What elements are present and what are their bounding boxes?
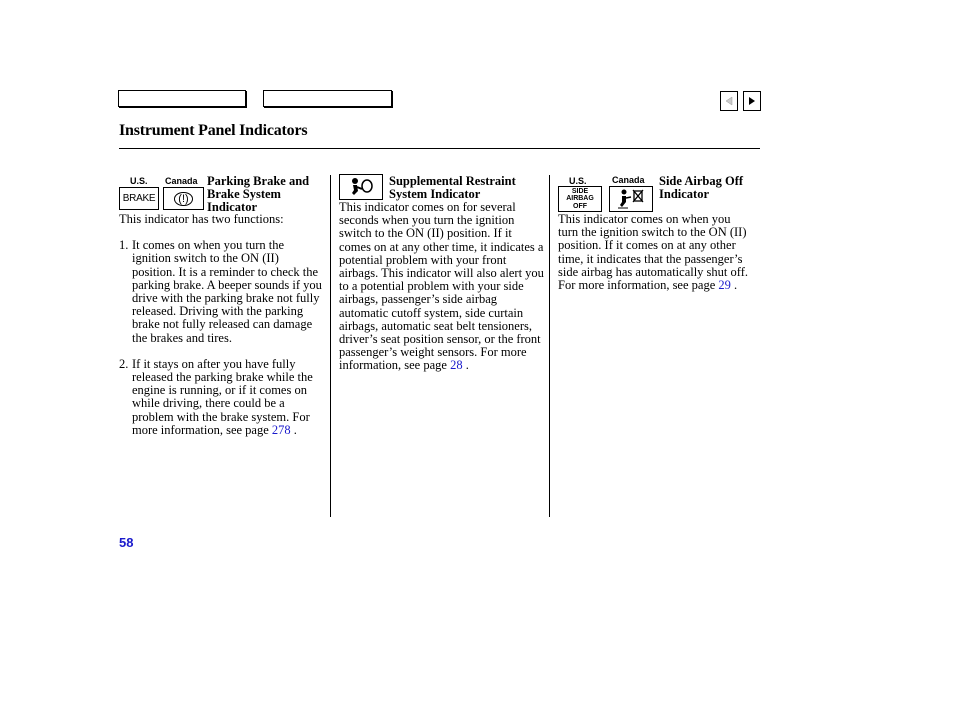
- list-item: [119, 358, 324, 437]
- srs-text: [339, 201, 544, 373]
- page-link-278[interactable]: 278: [271, 422, 291, 437]
- label-canada: Canada: [165, 176, 198, 186]
- srs-body: This indicator comes on for several seconds when you turn the ignition switch to the ON (II) position. If it comes on at any other time, it indicates a potential problem with your front airbags. This indicator will also alert you to a potential problem with your side airbags, passenger’s side airbag automatic cutoff system, side curtain airbags, automatic seat belt tensioners, driver’s seat position sensor, or the front passenger’s weight sensors. For more information, see page: [339, 200, 544, 373]
- label-us: U.S.: [569, 176, 587, 186]
- side-airbag-text: [558, 213, 748, 292]
- brake-indicator-canada: [163, 187, 204, 210]
- side-airbag-heading: Side Airbag Off Indicator: [659, 174, 744, 201]
- arrow-left-icon: [724, 96, 734, 106]
- side-airbag-line2: AIRBAG: [566, 195, 594, 203]
- label-canada: Canada: [612, 175, 645, 185]
- nav-box-left[interactable]: [118, 90, 246, 107]
- list-text: It comes on when you turn the ignition switch to the ON (II) position. It is a reminder to check the parking brake. A beeper sounds if you drive with the parking brake not fully released. Driving with the parking brake not fully released can damage the brakes and tires.: [132, 238, 322, 345]
- srs-indicator: [339, 174, 383, 200]
- column-divider-2: [549, 175, 550, 517]
- page-link-29[interactable]: 29: [718, 278, 731, 293]
- srs-end: .: [465, 358, 469, 373]
- brake-text-icon: BRAKE: [122, 193, 156, 204]
- parking-brake-heading: Parking Brake and Brake System Indicator: [207, 174, 310, 214]
- arrow-right-icon: [747, 96, 757, 106]
- label-us: U.S.: [130, 176, 148, 186]
- brake-warning-icon: (!): [174, 192, 192, 206]
- title-divider: [119, 148, 760, 149]
- list-text: If it stays on after you have fully released the parking brake while the engine is running, or if it comes on while driving, there could be a problem with the brake system. For more information, see page: [132, 356, 313, 437]
- list-number: 1.: [119, 238, 129, 253]
- page-link-28[interactable]: 28: [450, 358, 463, 373]
- list-item: [119, 239, 324, 345]
- brake-indicator-us: [119, 187, 159, 210]
- side-airbag-line1: SIDE: [571, 187, 589, 195]
- side-airbag-off-icon: [614, 188, 648, 210]
- side-airbag-line3: OFF: [573, 202, 587, 210]
- nav-box-right[interactable]: [263, 90, 392, 107]
- prev-page-button[interactable]: [720, 91, 738, 111]
- side-airbag-body: This indicator comes on when you turn the ignition switch to the ON (II) position. If it comes on at any other time, it indicates that the passenger’s side airbag has automatically shut off. For more information, see page: [558, 212, 748, 293]
- list-text-end: .: [293, 422, 297, 437]
- parking-brake-text: [119, 213, 324, 437]
- page-title: Instrument Panel Indicators: [119, 122, 308, 139]
- side-airbag-off-canada: [609, 186, 653, 212]
- page-number: 58: [119, 535, 134, 550]
- srs-heading: Supplemental Restraint System Indicator: [389, 174, 516, 201]
- column-divider-1: [330, 175, 331, 517]
- side-airbag-off-us: [558, 186, 602, 212]
- side-airbag-end: .: [734, 278, 738, 293]
- list-text-wrap: [132, 358, 324, 437]
- list-number: 2.: [119, 356, 129, 371]
- next-page-button[interactable]: [743, 91, 761, 111]
- parking-brake-intro: This indicator has two functions:: [119, 212, 284, 226]
- airbag-person-icon: [346, 177, 376, 197]
